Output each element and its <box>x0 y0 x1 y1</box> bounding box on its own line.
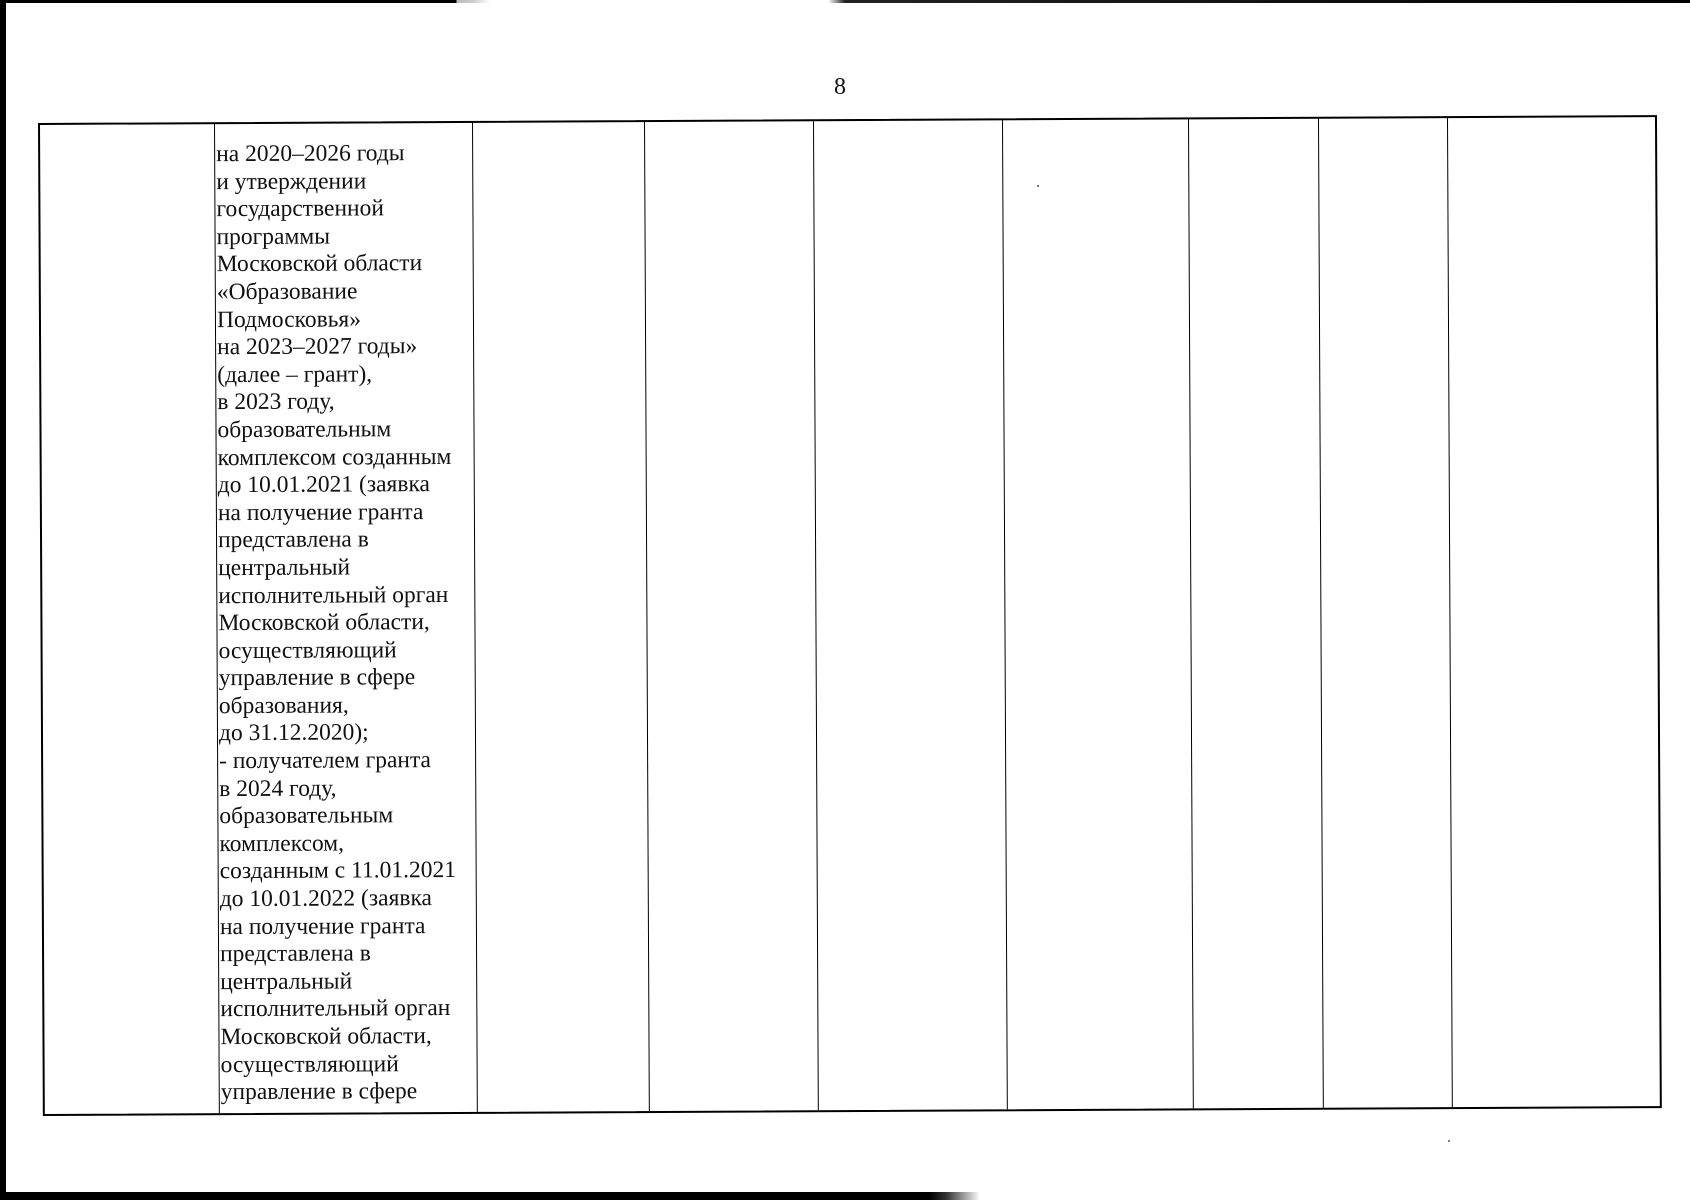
scan-edge-top <box>0 0 1690 3</box>
column-divider <box>1002 120 1008 1109</box>
scan-edge-bottom <box>0 1192 1690 1200</box>
column-divider <box>1318 119 1324 1108</box>
column-divider <box>644 122 650 1111</box>
table-cell-description: на 2020–2026 годы и утверждении государственной программы Московской области «Образование Подмосковья» на 2023–2027 годы» (далее – грант), в 2023 году, образовательным комплексом созданным до 10.01.2021 (заявка на получение гранта представлена в центральный исполнительный орган Московской области, осуществляющий управление в сфере образования, до 31.12.2020); - получателем гранта в 2024 году, образовательным комплексом, созданным с 11.01.2021 до 10.01.2022 (заявка на получение гранта представлена в центральный исполнительный орган Московской области, осуществляющий управление в сфере <box>216 140 457 1106</box>
scan-speck <box>1448 1140 1450 1142</box>
column-divider <box>1188 119 1194 1108</box>
column-divider <box>1447 118 1453 1107</box>
scan-edge-left <box>0 0 6 1200</box>
page-number: 8 <box>834 74 846 100</box>
column-divider <box>813 121 819 1110</box>
scan-speck <box>1037 185 1039 187</box>
table-row <box>38 115 1662 1116</box>
